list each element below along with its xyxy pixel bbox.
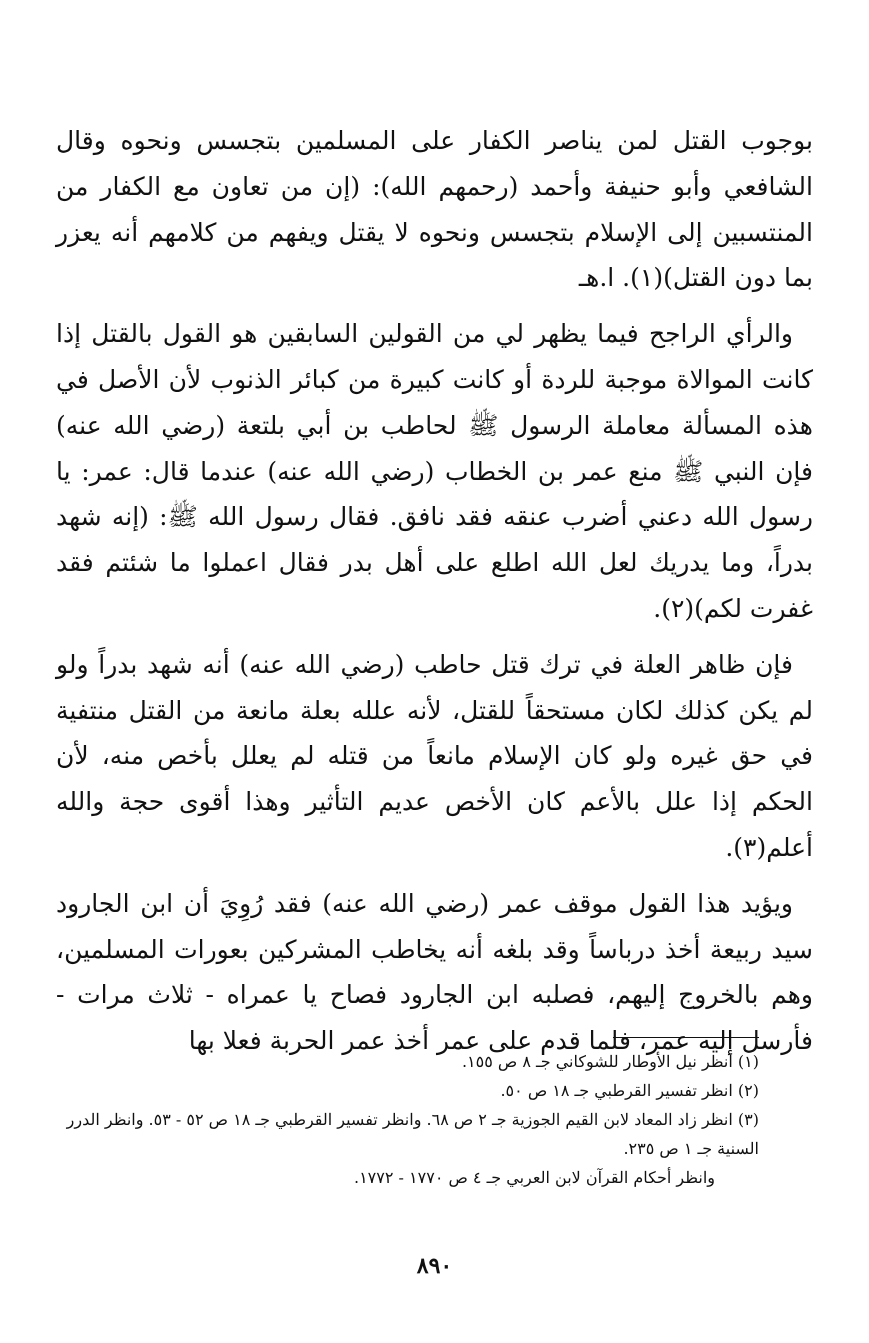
main-text [56,118,813,1074]
footnote-3-continued: وانظر أحكام القرآن لابن العربي جـ ٤ ص ١٧٧٠ - ١٧٧٢. [353,1168,715,1187]
paragraph-4: ويؤيد هذا القول موقف عمر (رضي الله عنه) فقد رُوِيَ أن ابن الجارود سيد ربيعة أخذ درباساً وقد بلغه أنه يخاطب المشركين بعورات المسلمين، وهم بالخروج إليهم، فصلبه ابن الجارود فصاح يا عمراه - ثلاث مرات - فأرسل إليه عمر، فلما قدم على عمر أخذ عمر الحربة فعلا بها [56,888,813,1056]
paragraph-2: والرأي الراجح فيما يظهر لي من القولين السابقين هو القول بالقتل إذا كانت الموالاة موجبة للردة أو كانت كبيرة من كبائر الذنوب لأن الأصل في هذه المسألة معاملة الرسول ﷺ لحاطب بن أبي بلتعة (رضي الله عنه) فإن النبي ﷺ منع عمر بن الخطاب (رضي الله عنه) عندما قال: عمر: يا رسول الله دعني أضرب عنقه فقد نافق. فقال رسول الله ﷺ: (إنه شهد بدراً، وما يدريك لعل الله اطلع على أهل بدر فقال اعملوا ما شئتم فقد غفرت لكم)(٢). [56,319,813,623]
paragraph-1: بوجوب القتل لمن يناصر الكفار على المسلمين بتجسس ونحوه وقال الشافعي وأبو حنيفة وأحمد (رحمهم الله): (إن من تعاون مع الكفار من المنتسبين إلى الإسلام بتجسس ونحوه لا يقتل ويفهم من كلامهم أنه يعزر بما دون القتل)(١). ا.هـ [56,126,813,293]
paragraph-3: فإن ظاهر العلة في ترك قتل حاطب (رضي الله عنه) أنه شهد بدراً ولو لم يكن كذلك لكان مستحقاً للقتل، لأنه علله بعلة مانعة من القتل منتفية في حق غيره ولو كان الإسلام مانعاً من قتله لم يعلل بأخص منه، لأن الحكم إذا علل بالأعم كان الأخص عديم التأثير وهذا أقوى حجة والله أعلم(٣). [56,649,813,862]
footnote-1: (١) انظر نيل الأوطار للشوكاني جـ ٨ ص ١٥٥. [461,1052,759,1071]
footnote-divider [613,1037,759,1038]
footnote-3: (٣) انظر زاد المعاد لابن القيم الجوزية جـ ٢ ص ٦٨. وانظر تفسير القرطبي جـ ١٨ ص ٥٢ - ٥٣. وانظر الدرر السنية جـ ١ ص ٢٣٥. [66,1110,759,1158]
page-number: ٨٩٠ [416,1253,453,1279]
footnotes [56,1047,759,1192]
footnote-2: (٢) انظر تفسير القرطبي جـ ١٨ ص ٥٠. [500,1081,759,1100]
